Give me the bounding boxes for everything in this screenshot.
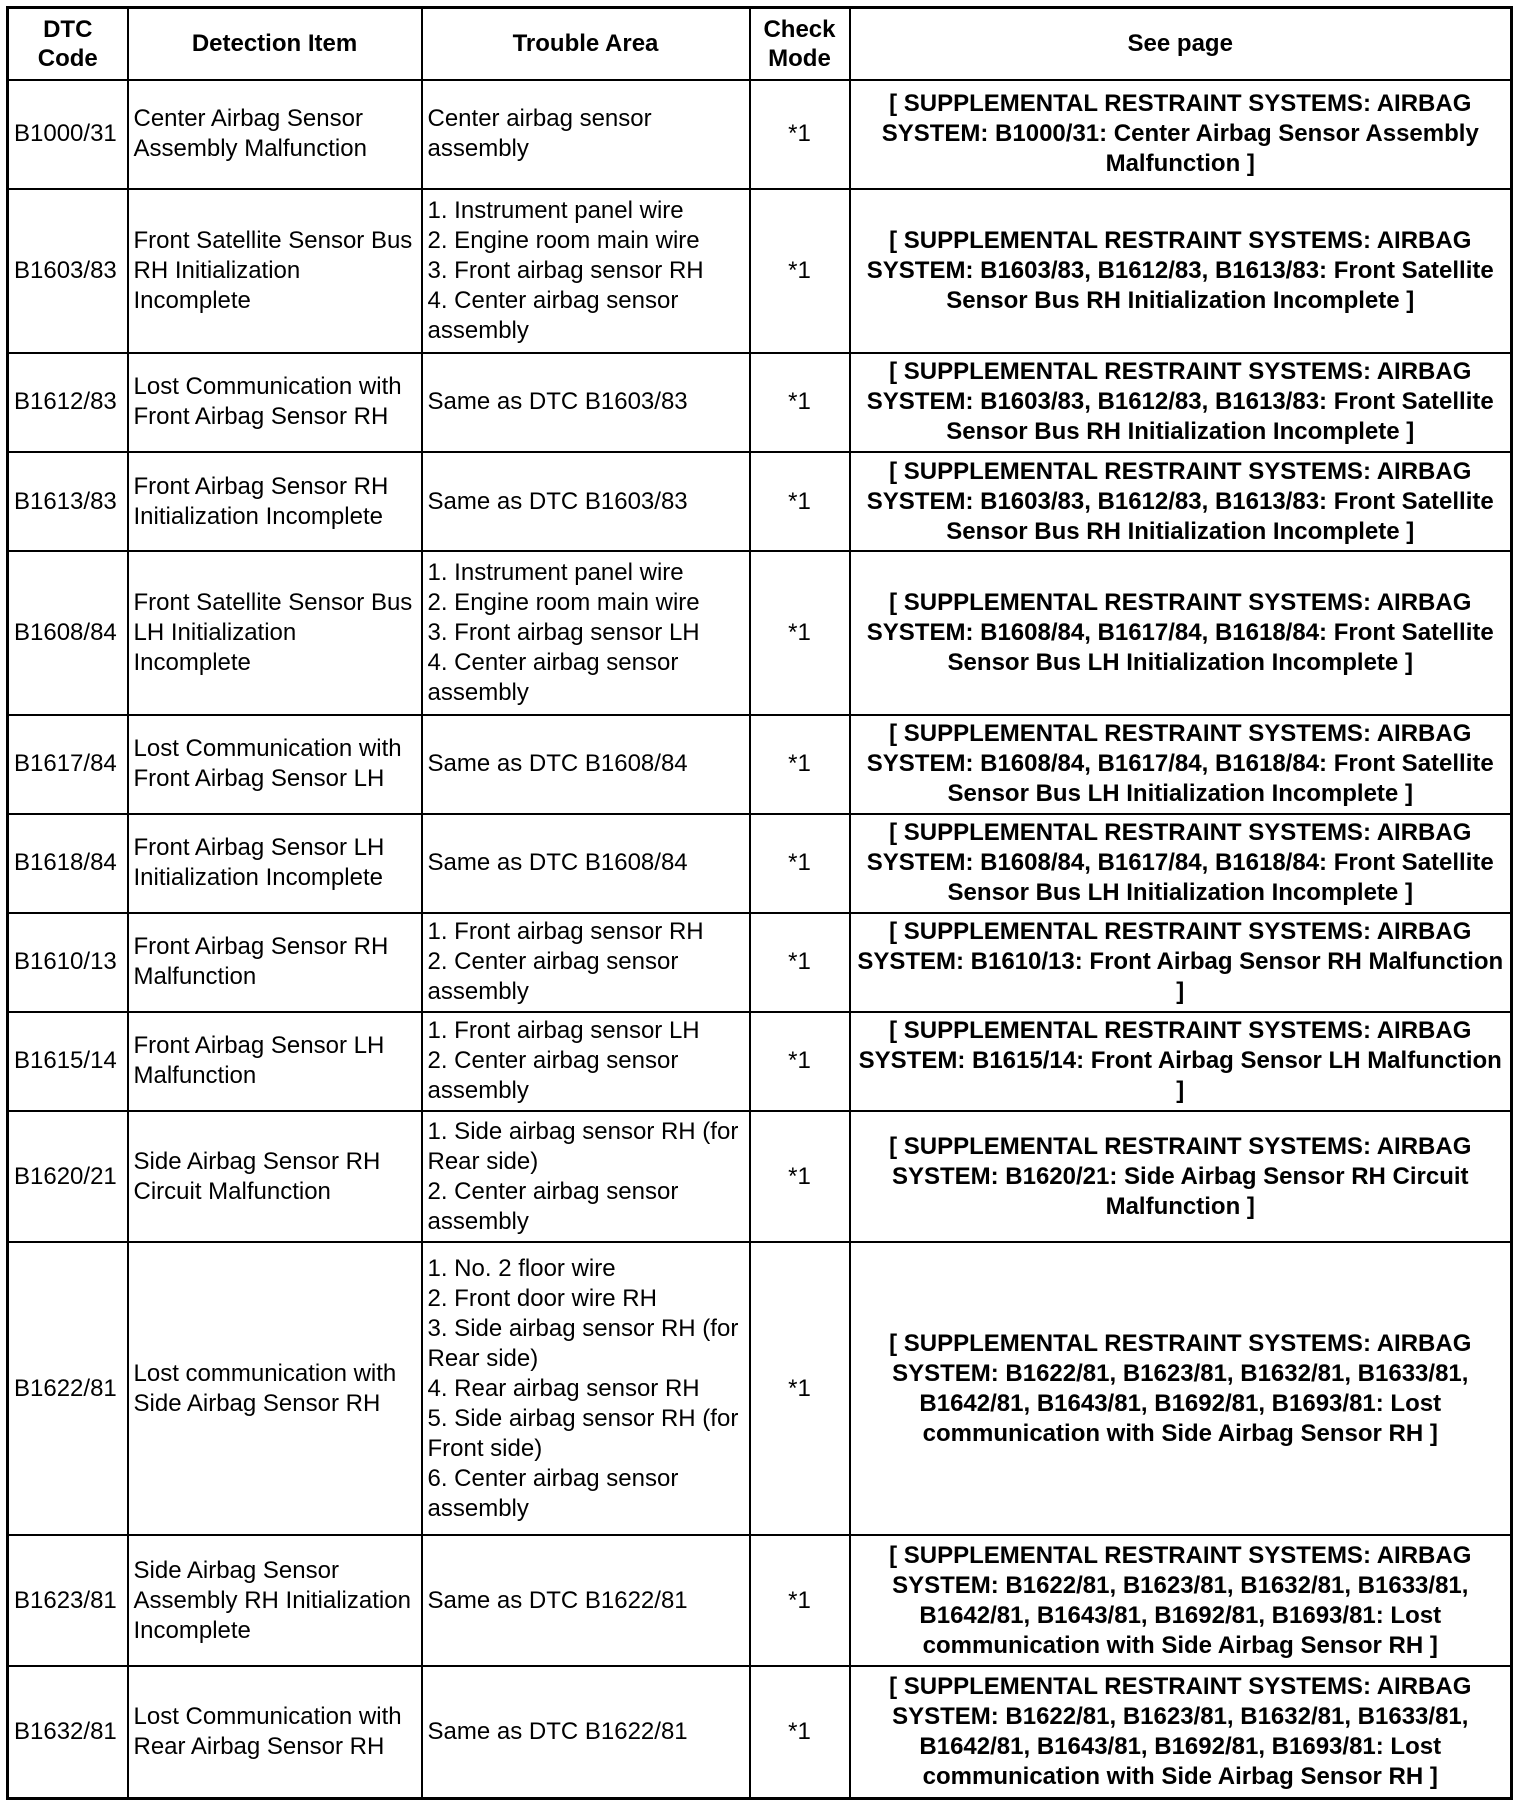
detection-item-cell: Front Airbag Sensor RH Initialization Incomplete (128, 452, 422, 551)
trouble-area-line: 1. Front airbag sensor RH (427, 918, 704, 946)
detection-item-cell: Lost Communication with Front Airbag Sensor LH (128, 715, 422, 814)
see-page-link: [ SUPPLEMENTAL RESTRAINT SYSTEMS: AIRBAG SYSTEM: B1620/21: Side Airbag Sensor RH Circuit Malfunction ] (850, 1111, 1512, 1242)
trouble-area-line: 4. Rear airbag sensor RH (427, 1374, 700, 1402)
dtc-table (6, 6, 1513, 1800)
check-mode-cell: *1 (750, 1535, 850, 1666)
trouble-area-line: 2. Center airbag sensor assembly (427, 948, 679, 1006)
table-row (8, 551, 1512, 715)
trouble-area-line: 1. Instrument panel wire (427, 558, 684, 586)
trouble-area-line: 2. Engine room main wire (427, 588, 700, 616)
dtc-code-cell: B1615/14 (8, 1012, 128, 1111)
check-mode-cell: *1 (750, 1012, 850, 1111)
trouble-area-cell (422, 452, 750, 551)
trouble-area-line: Center airbag sensor assembly (427, 105, 652, 163)
dtc-code-cell: B1000/31 (8, 80, 128, 190)
dtc-code-cell: B1612/83 (8, 353, 128, 452)
check-mode-cell: *1 (750, 80, 850, 190)
header-dtc-code: DTC Code (8, 8, 128, 80)
detection-item-cell: Front Satellite Sensor Bus LH Initialization Incomplete (128, 551, 422, 715)
trouble-area-line: 4. Center airbag sensor assembly (427, 648, 679, 706)
detection-item-cell: Front Airbag Sensor LH Initialization Incomplete (128, 814, 422, 913)
table-row (8, 913, 1512, 1012)
trouble-area-cell (422, 1012, 750, 1111)
table-body (8, 80, 1512, 1799)
see-page-link: [ SUPPLEMENTAL RESTRAINT SYSTEMS: AIRBAG SYSTEM: B1622/81, B1623/81, B1632/81, B1633/81, B1642/81, B1643/81, B1692/81, B1693/81: Lost communication with Side Airbag Sensor RH ] (850, 1535, 1512, 1666)
trouble-area-line: 4. Center airbag sensor assembly (427, 287, 679, 345)
table-row (8, 1012, 1512, 1111)
trouble-area-line: 3. Front airbag sensor LH (427, 618, 700, 646)
detection-item-cell: Front Airbag Sensor LH Malfunction (128, 1012, 422, 1111)
detection-item-cell: Front Satellite Sensor Bus RH Initialization Incomplete (128, 189, 422, 353)
trouble-area-line: 2. Front door wire RH (427, 1284, 657, 1312)
trouble-area-cell (422, 913, 750, 1012)
check-mode-cell: *1 (750, 1111, 850, 1242)
trouble-area-line: 2. Center airbag sensor assembly (427, 1177, 679, 1235)
see-page-link: [ SUPPLEMENTAL RESTRAINT SYSTEMS: AIRBAG SYSTEM: B1603/83, B1612/83, B1613/83: Front Satellite Sensor Bus RH Initialization Incomplete ] (850, 353, 1512, 452)
see-page-link: [ SUPPLEMENTAL RESTRAINT SYSTEMS: AIRBAG SYSTEM: B1000/31: Center Airbag Sensor Assembly Malfunction ] (850, 80, 1512, 190)
trouble-area-cell (422, 715, 750, 814)
see-page-link: [ SUPPLEMENTAL RESTRAINT SYSTEMS: AIRBAG SYSTEM: B1603/83, B1612/83, B1613/83: Front Satellite Sensor Bus RH Initialization Incomplete ] (850, 189, 1512, 353)
trouble-area-line: 6. Center airbag sensor assembly (427, 1464, 679, 1522)
check-mode-cell: *1 (750, 189, 850, 353)
table-row (8, 1111, 1512, 1242)
table-row (8, 80, 1512, 190)
see-page-link: [ SUPPLEMENTAL RESTRAINT SYSTEMS: AIRBAG SYSTEM: B1608/84, B1617/84, B1618/84: Front Satellite Sensor Bus LH Initialization Incomplete ] (850, 814, 1512, 913)
table-row (8, 189, 1512, 353)
table-row (8, 353, 1512, 452)
dtc-code-cell: B1623/81 (8, 1535, 128, 1666)
detection-item-cell: Lost Communication with Rear Airbag Sensor RH (128, 1666, 422, 1798)
header-detection-item: Detection Item (128, 8, 422, 80)
check-mode-cell: *1 (750, 551, 850, 715)
dtc-code-cell: B1622/81 (8, 1242, 128, 1535)
detection-item-cell: Lost communication with Side Airbag Sensor RH (128, 1242, 422, 1535)
dtc-code-cell: B1617/84 (8, 715, 128, 814)
trouble-area-line: 2. Center airbag sensor assembly (427, 1047, 679, 1105)
trouble-area-line: Same as DTC B1622/81 (427, 1586, 688, 1614)
detection-item-cell: Front Airbag Sensor RH Malfunction (128, 913, 422, 1012)
table-header (8, 8, 1512, 80)
trouble-area-line: 3. Front airbag sensor RH (427, 257, 704, 285)
trouble-area-line: 1. Instrument panel wire (427, 197, 684, 225)
check-mode-cell: *1 (750, 1666, 850, 1798)
dtc-code-cell: B1632/81 (8, 1666, 128, 1798)
dtc-code-cell: B1603/83 (8, 189, 128, 353)
trouble-area-cell (422, 353, 750, 452)
see-page-link: [ SUPPLEMENTAL RESTRAINT SYSTEMS: AIRBAG SYSTEM: B1610/13: Front Airbag Sensor RH Malfunction ] (850, 913, 1512, 1012)
see-page-link: [ SUPPLEMENTAL RESTRAINT SYSTEMS: AIRBAG SYSTEM: B1622/81, B1623/81, B1632/81, B1633/81, B1642/81, B1643/81, B1692/81, B1693/81: Lost communication with Side Airbag Sensor RH ] (850, 1666, 1512, 1798)
table-row (8, 715, 1512, 814)
trouble-area-cell (422, 1242, 750, 1535)
detection-item-cell: Center Airbag Sensor Assembly Malfunction (128, 80, 422, 190)
trouble-area-line: 1. Front airbag sensor LH (427, 1017, 700, 1045)
see-page-link: [ SUPPLEMENTAL RESTRAINT SYSTEMS: AIRBAG SYSTEM: B1603/83, B1612/83, B1613/83: Front Satellite Sensor Bus RH Initialization Incomplete ] (850, 452, 1512, 551)
table-row (8, 1666, 1512, 1798)
trouble-area-cell (422, 189, 750, 353)
see-page-link: [ SUPPLEMENTAL RESTRAINT SYSTEMS: AIRBAG SYSTEM: B1622/81, B1623/81, B1632/81, B1633/81, B1642/81, B1643/81, B1692/81, B1693/81: Lost communication with Side Airbag Sensor RH ] (850, 1242, 1512, 1535)
dtc-code-cell: B1610/13 (8, 913, 128, 1012)
table-row (8, 452, 1512, 551)
trouble-area-line: 2. Engine room main wire (427, 227, 700, 255)
trouble-area-line: Same as DTC B1603/83 (427, 487, 688, 515)
table-row (8, 1242, 1512, 1535)
dtc-code-cell: B1613/83 (8, 452, 128, 551)
trouble-area-line: Same as DTC B1608/84 (427, 849, 688, 877)
trouble-area-cell (422, 1535, 750, 1666)
header-check-mode: Check Mode (750, 8, 850, 80)
table-row (8, 814, 1512, 913)
check-mode-cell: *1 (750, 814, 850, 913)
header-trouble-area: Trouble Area (422, 8, 750, 80)
check-mode-cell: *1 (750, 913, 850, 1012)
trouble-area-cell (422, 1111, 750, 1242)
dtc-code-cell: B1618/84 (8, 814, 128, 913)
check-mode-cell: *1 (750, 1242, 850, 1535)
see-page-link: [ SUPPLEMENTAL RESTRAINT SYSTEMS: AIRBAG SYSTEM: B1608/84, B1617/84, B1618/84: Front Satellite Sensor Bus LH Initialization Incomplete ] (850, 715, 1512, 814)
see-page-link: [ SUPPLEMENTAL RESTRAINT SYSTEMS: AIRBAG SYSTEM: B1608/84, B1617/84, B1618/84: Front Satellite Sensor Bus LH Initialization Incomplete ] (850, 551, 1512, 715)
check-mode-cell: *1 (750, 353, 850, 452)
detection-item-cell: Lost Communication with Front Airbag Sensor RH (128, 353, 422, 452)
trouble-area-line: 1. Side airbag sensor RH (for Rear side) (427, 1117, 739, 1175)
table-row (8, 1535, 1512, 1666)
trouble-area-cell (422, 814, 750, 913)
trouble-area-line: 1. No. 2 floor wire (427, 1254, 616, 1282)
detection-item-cell: Side Airbag Sensor Assembly RH Initialization Incomplete (128, 1535, 422, 1666)
check-mode-cell: *1 (750, 715, 850, 814)
trouble-area-cell (422, 551, 750, 715)
trouble-area-cell (422, 80, 750, 190)
trouble-area-line: 5. Side airbag sensor RH (for Front side) (427, 1404, 739, 1462)
trouble-area-line: Same as DTC B1622/81 (427, 1718, 688, 1746)
dtc-code-cell: B1608/84 (8, 551, 128, 715)
trouble-area-line: Same as DTC B1603/83 (427, 388, 688, 416)
trouble-area-cell (422, 1666, 750, 1798)
trouble-area-line: 3. Side airbag sensor RH (for Rear side) (427, 1314, 739, 1372)
header-row (8, 8, 1512, 80)
see-page-link: [ SUPPLEMENTAL RESTRAINT SYSTEMS: AIRBAG SYSTEM: B1615/14: Front Airbag Sensor LH Malfunction ] (850, 1012, 1512, 1111)
detection-item-cell: Side Airbag Sensor RH Circuit Malfunction (128, 1111, 422, 1242)
dtc-code-cell: B1620/21 (8, 1111, 128, 1242)
trouble-area-line: Same as DTC B1608/84 (427, 750, 688, 778)
check-mode-cell: *1 (750, 452, 850, 551)
header-see-page: See page (850, 8, 1512, 80)
